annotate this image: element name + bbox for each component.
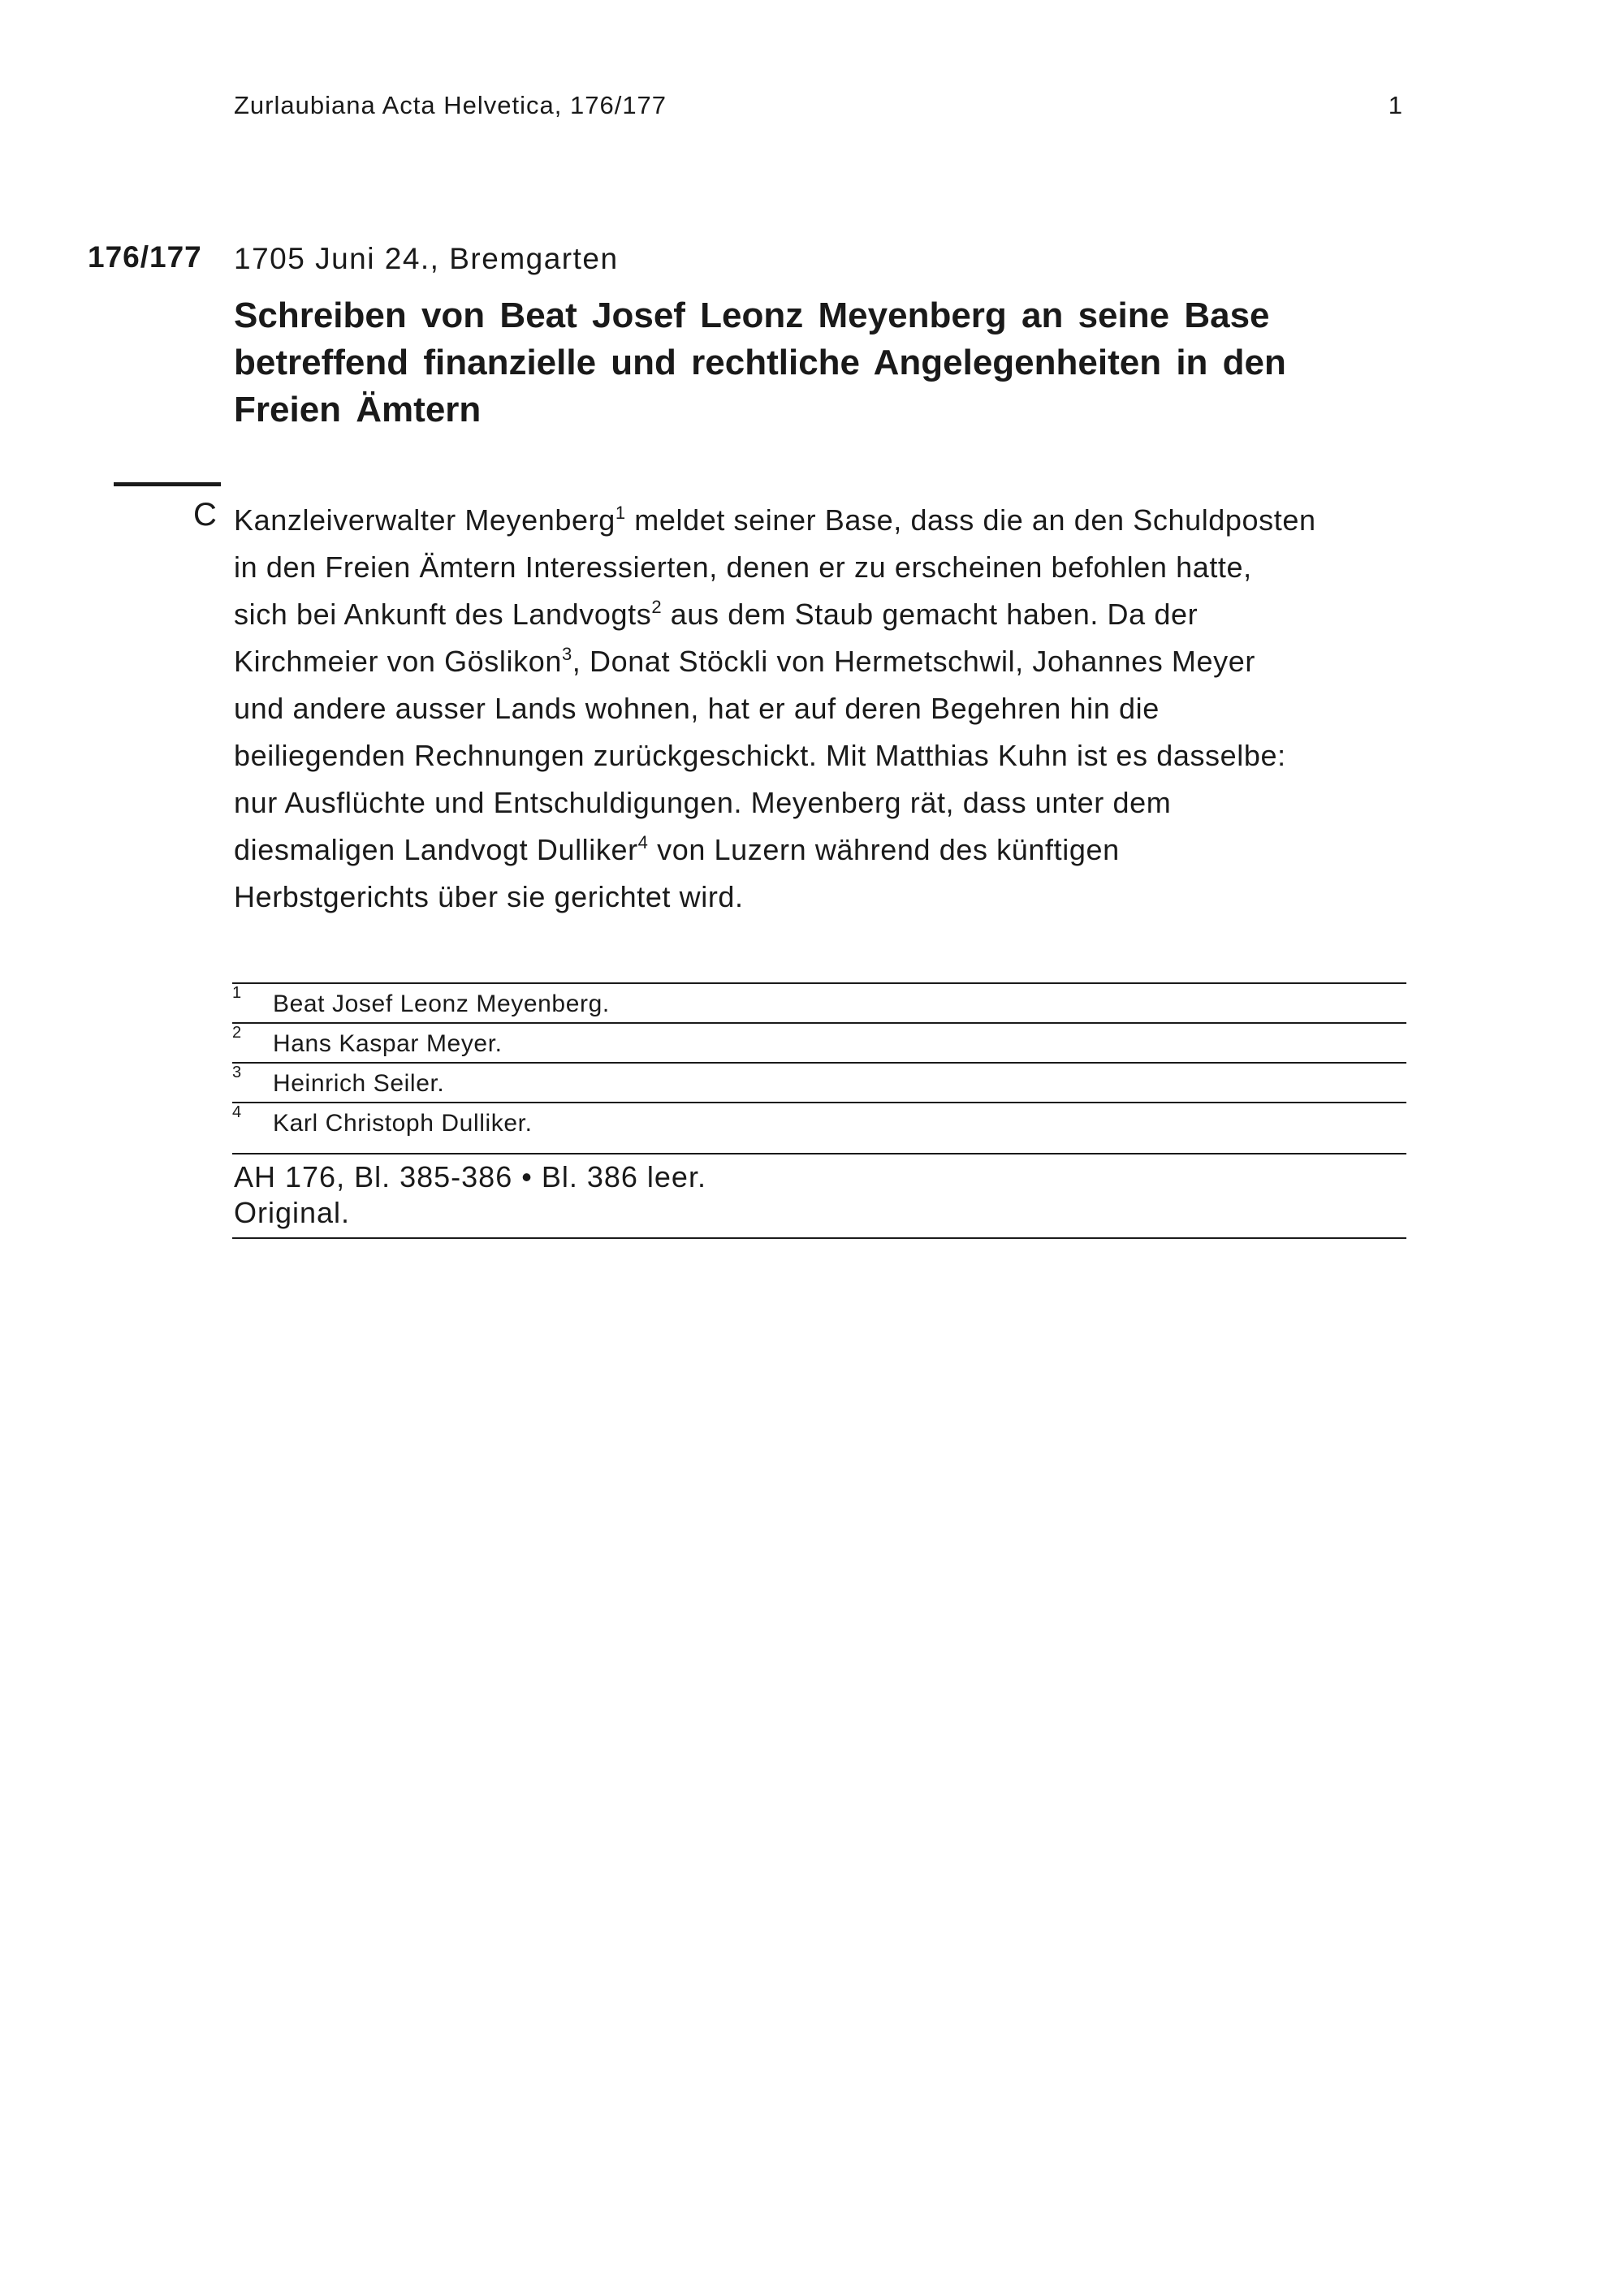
body-text: sich bei Ankunft des Landvogts <box>234 598 652 631</box>
body-line <box>234 497 1419 544</box>
body-line: Herbstgerichts über sie gerichtet wird. <box>234 880 744 913</box>
footnote-list <box>232 984 1406 1146</box>
document-date-place: 1705 Juni 24., Bremgarten <box>234 242 619 275</box>
body-text: meldet seiner Base, dass die an den Schuldposten <box>625 503 1316 537</box>
footnote-number: 3 <box>232 1064 242 1081</box>
footnote-number: 2 <box>232 1024 242 1042</box>
page-number: 1 <box>1388 91 1403 119</box>
footnote-item <box>232 1064 1406 1103</box>
body-line <box>234 591 1419 638</box>
footnote-ref: 2 <box>651 597 663 617</box>
margin-rule <box>114 482 221 486</box>
footnote-item <box>232 1024 1406 1064</box>
regest-body <box>234 497 1419 921</box>
source-line: Original. <box>234 1196 351 1229</box>
body-text: aus dem Staub gemacht haben. Da der <box>662 598 1199 631</box>
body-line <box>234 826 1419 874</box>
footnote-number: 1 <box>232 984 242 1002</box>
source-line: AH 176, Bl. 385-386 • Bl. 386 leer. <box>234 1160 706 1193</box>
footnote-text: Hans Kaspar Meyer. <box>273 1030 503 1057</box>
source-divider <box>232 1153 1406 1154</box>
footnote-ref: 3 <box>561 644 572 664</box>
title-line: betreffend finanzielle und rechtliche Angelegenheiten in den <box>234 343 1286 382</box>
body-text: Kanzleiverwalter Meyenberg <box>234 503 615 537</box>
footnote-text: Heinrich Seiler. <box>273 1070 445 1097</box>
document-title <box>234 292 1419 434</box>
body-line: nur Ausflüchte und Entschuldigungen. Meyenberg rät, dass unter dem <box>234 786 1172 819</box>
margin-marker: C <box>193 497 217 533</box>
body-text: Kirchmeier von Göslikon <box>234 645 562 678</box>
footnote-ref: 1 <box>615 503 626 523</box>
footnote-item <box>232 984 1406 1024</box>
footnote-number: 4 <box>232 1103 242 1121</box>
body-line: und andere ausser Lands wohnen, hat er auf deren Begehren hin die <box>234 692 1160 725</box>
source-bottom-rule <box>232 1237 1406 1239</box>
body-line <box>234 638 1419 685</box>
source-note <box>234 1159 706 1231</box>
body-text: diesmaligen Landvogt Dulliker <box>234 833 638 866</box>
title-line: Freien Ämtern <box>234 390 482 429</box>
footnote-item <box>232 1103 1406 1146</box>
running-header <box>234 91 1403 132</box>
title-line: Schreiben von Beat Josef Leonz Meyenberg an seine Base <box>234 296 1270 335</box>
running-title: Zurlaubiana Acta Helvetica, 176/177 <box>234 91 667 119</box>
body-line: in den Freien Ämtern Interessierten, denen er zu erscheinen befohlen hatte, <box>234 550 1252 584</box>
body-line: beiliegenden Rechnungen zurückgeschickt. Mit Matthias Kuhn ist es dasselbe: <box>234 739 1286 772</box>
footnote-ref: 4 <box>637 832 649 852</box>
footnote-text: Karl Christoph Dulliker. <box>273 1110 533 1137</box>
footnote-text: Beat Josef Leonz Meyenberg. <box>273 990 610 1017</box>
body-text: , Donat Stöckli von Hermetschwil, Johannes Meyer <box>572 645 1255 678</box>
body-text: von Luzern während des künftigen <box>648 833 1120 866</box>
document-number: 176/177 <box>88 240 202 274</box>
